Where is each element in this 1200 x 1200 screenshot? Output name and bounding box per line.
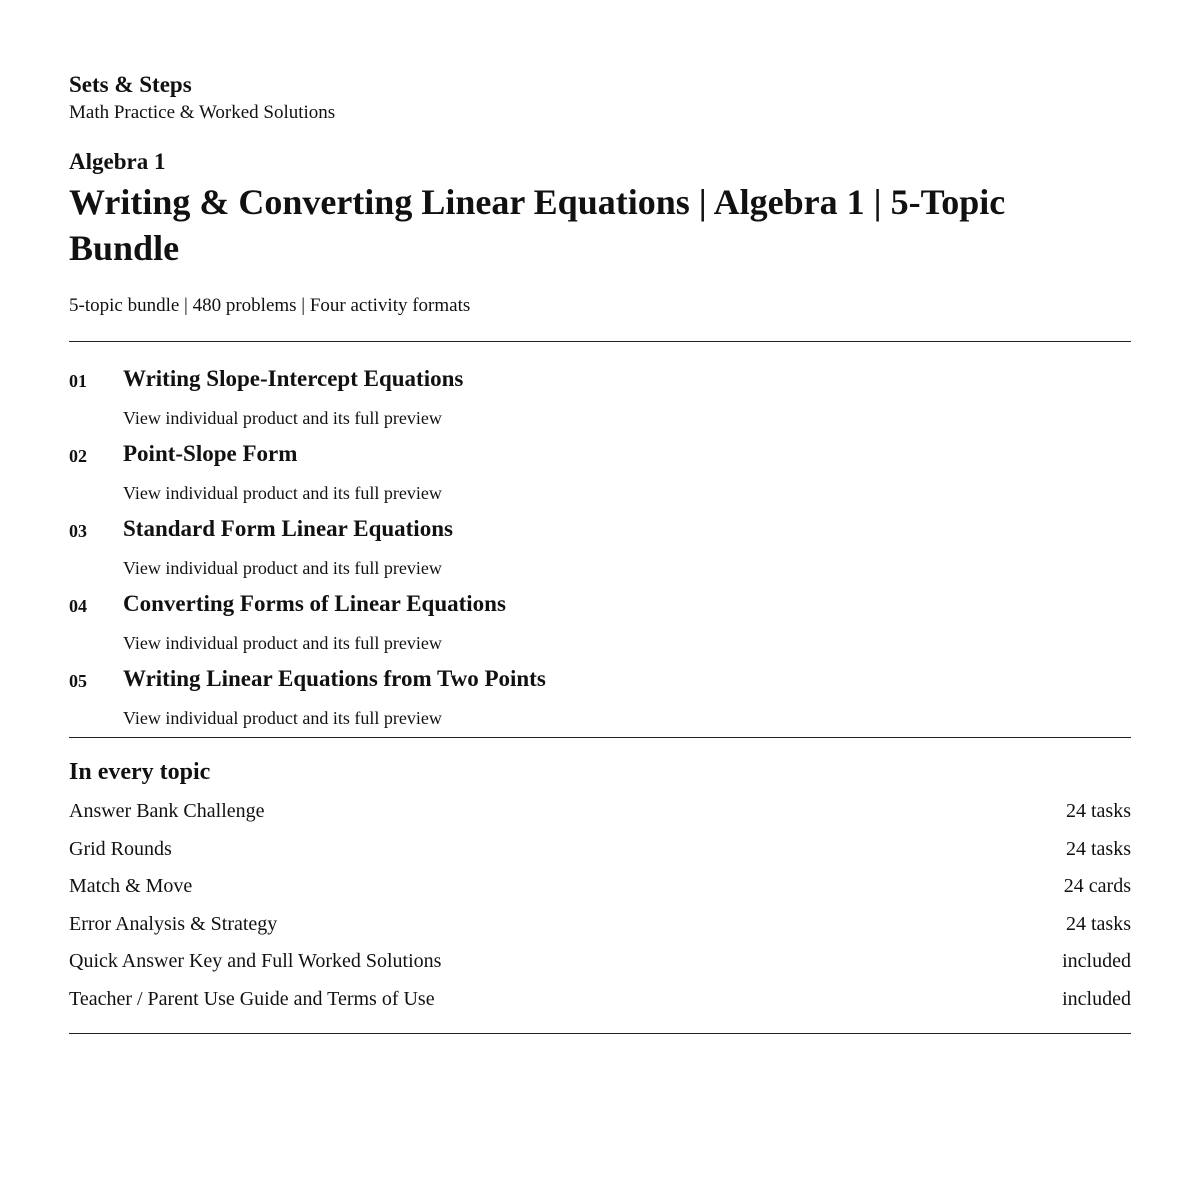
- feature-row: [69, 987, 1131, 1025]
- view-product-link[interactable]: View individual product and its full preview: [123, 708, 442, 728]
- view-product-link[interactable]: View individual product and its full preview: [123, 408, 442, 428]
- feature-label: Grid Rounds: [69, 837, 172, 860]
- feature-label: Error Analysis & Strategy: [69, 912, 278, 935]
- topic-title: Writing Slope-Intercept Equations: [123, 366, 464, 391]
- feature-row: [69, 912, 1131, 950]
- topic-number: 01: [69, 371, 87, 391]
- topic-title: Writing Linear Equations from Two Points: [123, 666, 546, 691]
- topic-title: Standard Form Linear Equations: [123, 516, 453, 541]
- view-product-link[interactable]: View individual product and its full preview: [123, 483, 442, 503]
- topic-number: 02: [69, 446, 87, 466]
- topic-list: [69, 342, 1131, 739]
- feature-value: 24 tasks: [1066, 837, 1131, 860]
- feature-value: 24 tasks: [1066, 912, 1131, 935]
- view-product-link[interactable]: View individual product and its full preview: [123, 633, 442, 653]
- topic-number: 04: [69, 596, 87, 616]
- page-title: Writing & Converting Linear Equations | Algebra 1 | 5-Topic Bundle: [69, 182, 1006, 268]
- view-product-link[interactable]: View individual product and its full preview: [123, 558, 442, 578]
- brand-name: Sets & Steps: [69, 72, 192, 97]
- brand-tagline: Math Practice & Worked Solutions: [69, 102, 336, 123]
- topic-number: 05: [69, 671, 87, 691]
- section-heading: In every topic: [69, 759, 211, 785]
- topic-item: [69, 364, 1131, 439]
- feature-value: 24 cards: [1063, 875, 1131, 898]
- topic-title: Point-Slope Form: [123, 441, 298, 466]
- topic-item: [69, 439, 1131, 514]
- feature-row: [69, 837, 1131, 875]
- feature-value: 24 tasks: [1066, 800, 1131, 822]
- feature-label: Match & Move: [69, 875, 193, 898]
- feature-row: [69, 949, 1131, 987]
- topic-number: 03: [69, 521, 87, 541]
- feature-label: Teacher / Parent Use Guide and Terms of Use: [69, 987, 435, 1010]
- feature-value: included: [1062, 950, 1131, 973]
- topic-item: [69, 664, 1131, 739]
- topic-item: [69, 589, 1131, 664]
- brand-header: [69, 70, 1131, 125]
- topic-item: [69, 514, 1131, 589]
- feature-row: [69, 874, 1131, 912]
- bundle-summary: 5-topic bundle | 480 problems | Four activity formats: [69, 295, 471, 316]
- feature-label: Answer Bank Challenge: [69, 800, 265, 822]
- every-topic-section: [69, 757, 1131, 1025]
- feature-value: included: [1062, 987, 1131, 1010]
- subject-label: Algebra 1: [69, 149, 166, 174]
- product-page: [69, 0, 1131, 1034]
- feature-list: [69, 799, 1131, 1025]
- divider: [69, 1033, 1131, 1034]
- feature-label: Quick Answer Key and Full Worked Solutions: [69, 950, 442, 973]
- feature-row: [69, 799, 1131, 837]
- topic-title: Converting Forms of Linear Equations: [123, 591, 506, 616]
